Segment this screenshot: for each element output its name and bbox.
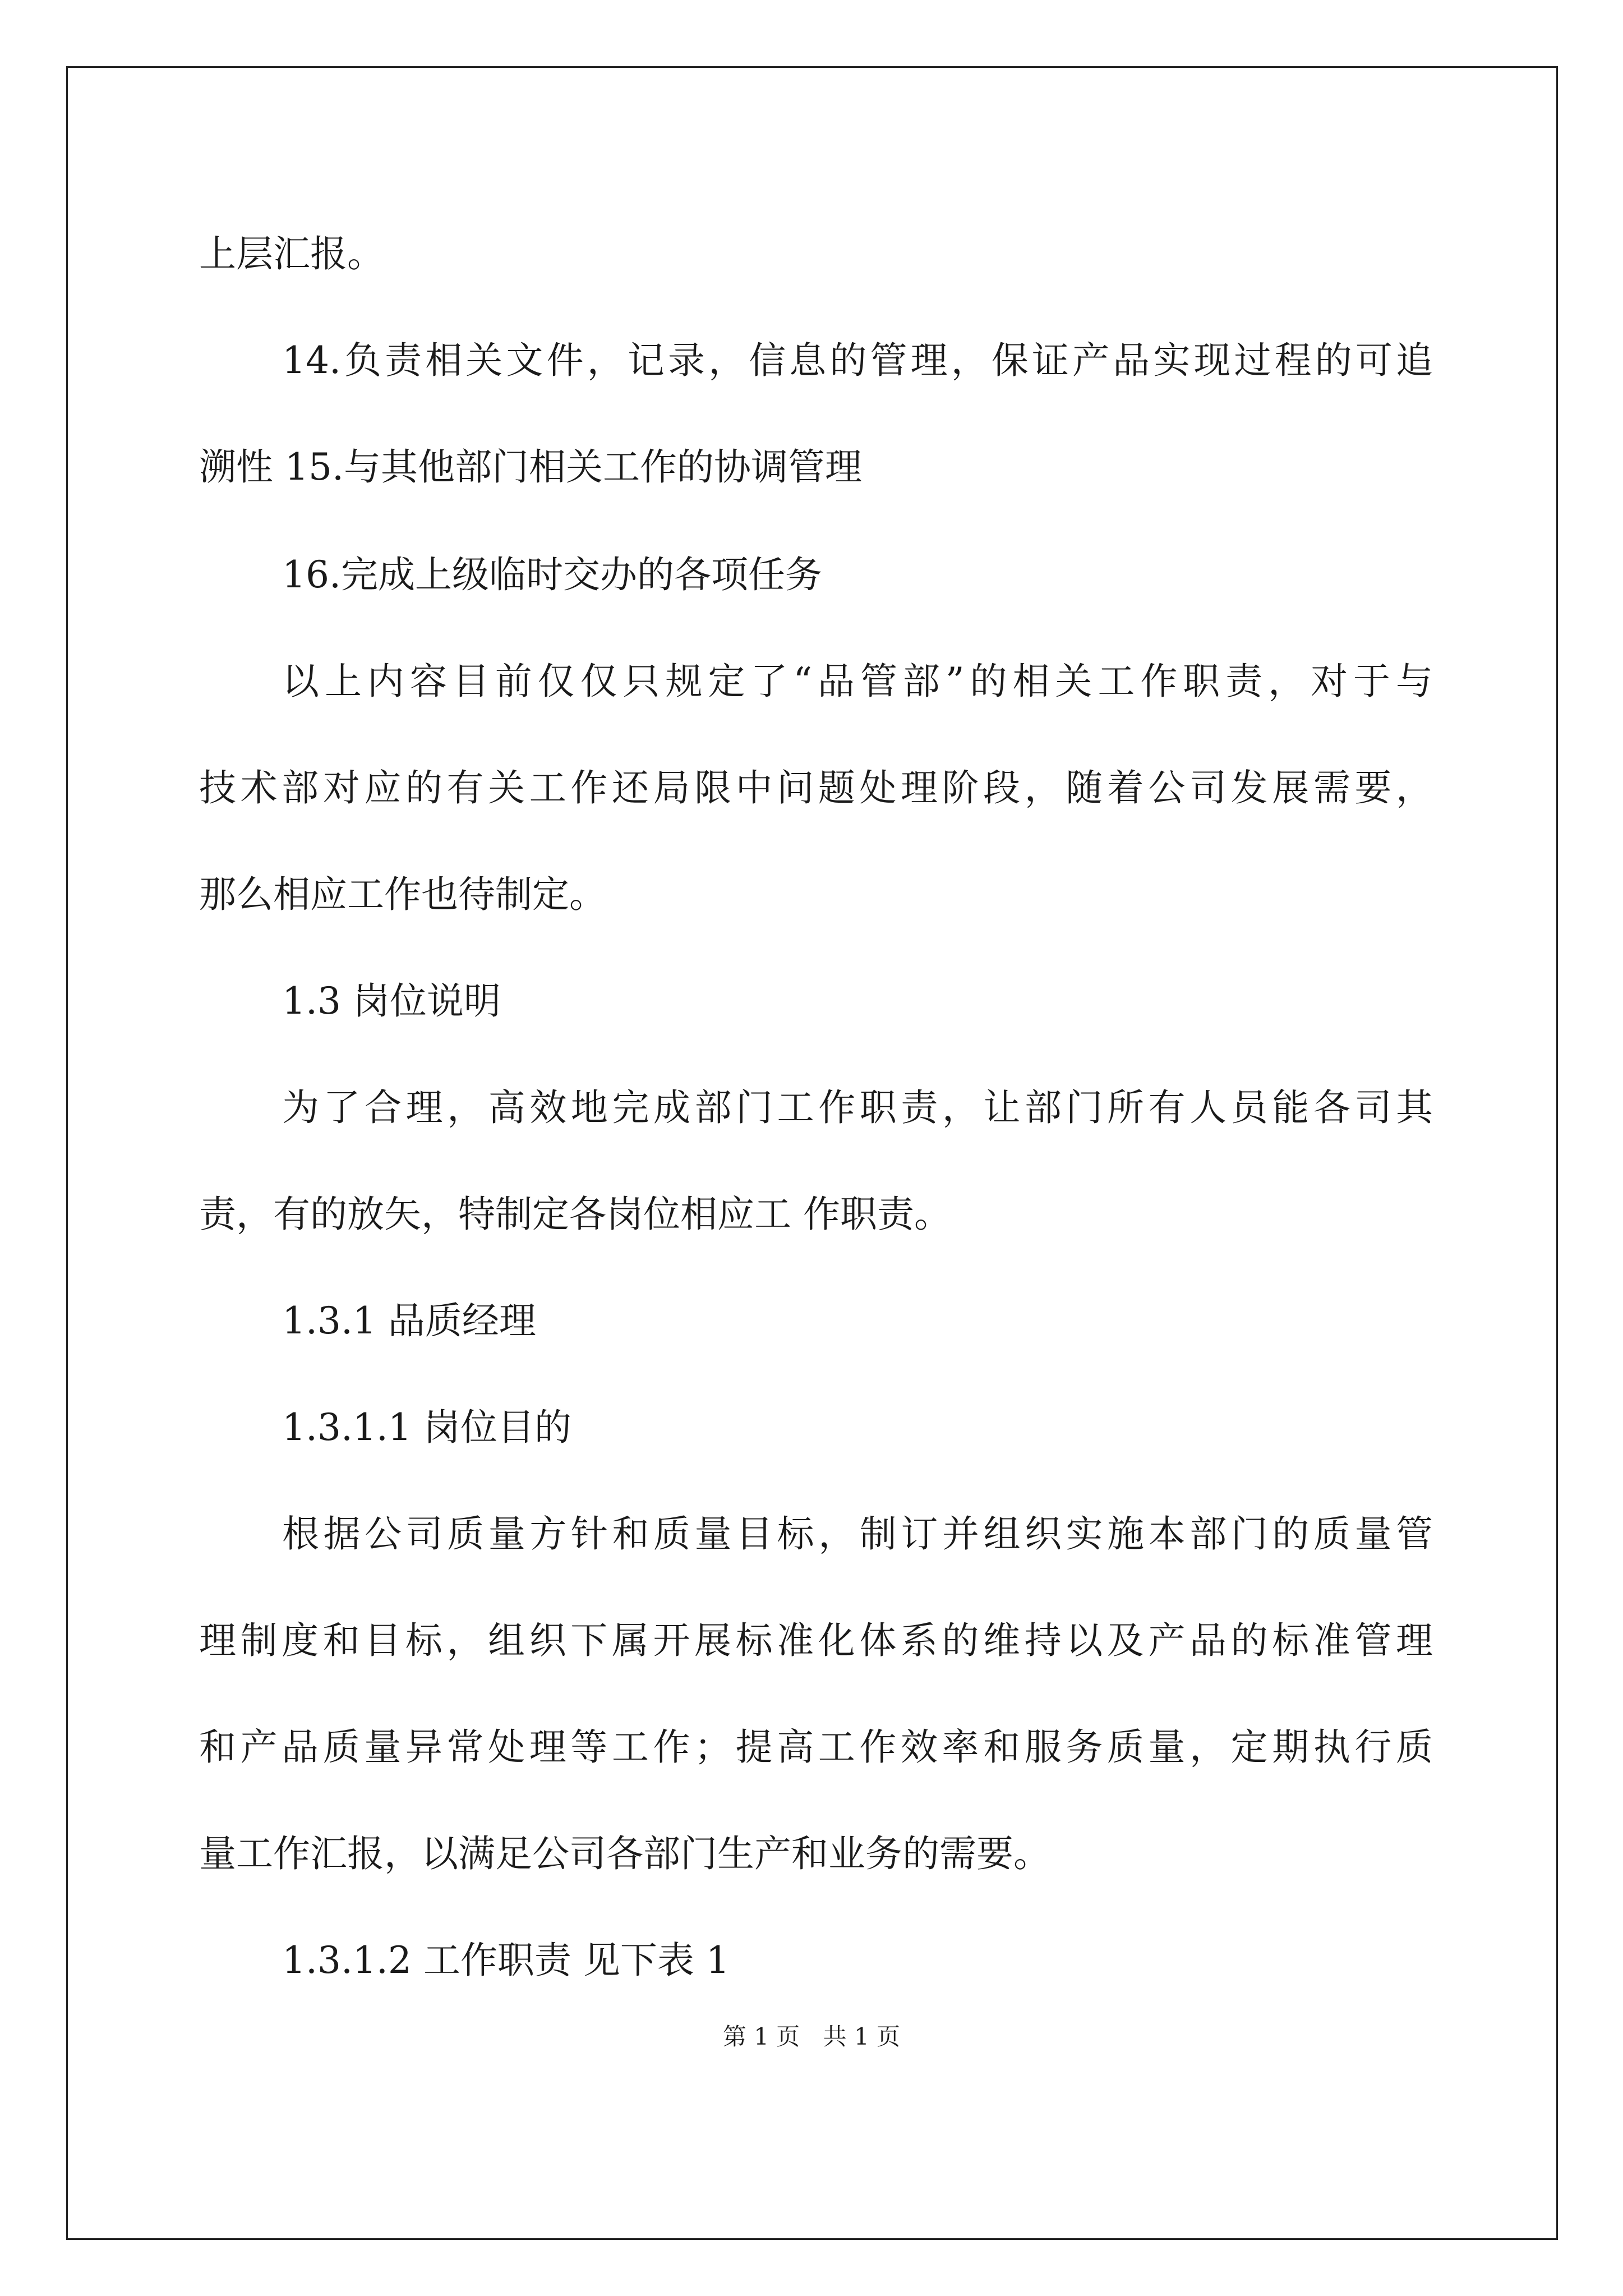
text-line: 根据公司质量方针和质量目标，制订并组织实施本部门的质量管 [282,1512,1433,1556]
page-number-current: 第 1 页 [722,2023,800,2050]
page-number-total: 共 1 页 [823,2023,901,2050]
text-line: 14.负责相关文件，记录，信息的管理，保证产品实现过程的可追 [282,339,1433,382]
page-border [66,66,1558,2240]
text-line: 和产品质量异常处理等工作；提高工作效率和服务质量，定期执行质 [199,1726,1433,1769]
text-line: 责，有的放矢，特制定各岗位相应工 作职责。 [199,1193,951,1236]
section-heading: 1.3.1 品质经理 [282,1299,536,1342]
text-line: 16.完成上级临时交办的各项任务 [282,553,822,596]
text-line: 技术部对应的有关工作还局限中问题处理阶段，随着公司发展需要， [199,766,1433,809]
page-footer [0,2018,1623,2052]
text-line: 以上内容目前仅仅只规定了“品管部”的相关工作职责，对于与 [282,660,1433,703]
text-line: 上层汇报。 [199,232,384,275]
section-heading: 1.3 岗位说明 [282,979,501,1023]
text-line: 为了合理，高效地完成部门工作职责，让部门所有人员能各司其 [282,1086,1433,1129]
section-heading: 1.3.1.2 工作职责 见下表 1 [282,1939,730,1982]
text-line: 溯性 15.与其他部门相关工作的协调管理 [199,445,862,489]
text-line: 理制度和目标，组织下属开展标准化体系的维持以及产品的标准管理 [199,1619,1433,1662]
section-heading: 1.3.1.1 岗位目的 [282,1406,571,1449]
text-line: 那么相应工作也待制定。 [199,873,606,916]
text-line: 量工作汇报，以满足公司各部门生产和业务的需要。 [199,1832,1050,1875]
